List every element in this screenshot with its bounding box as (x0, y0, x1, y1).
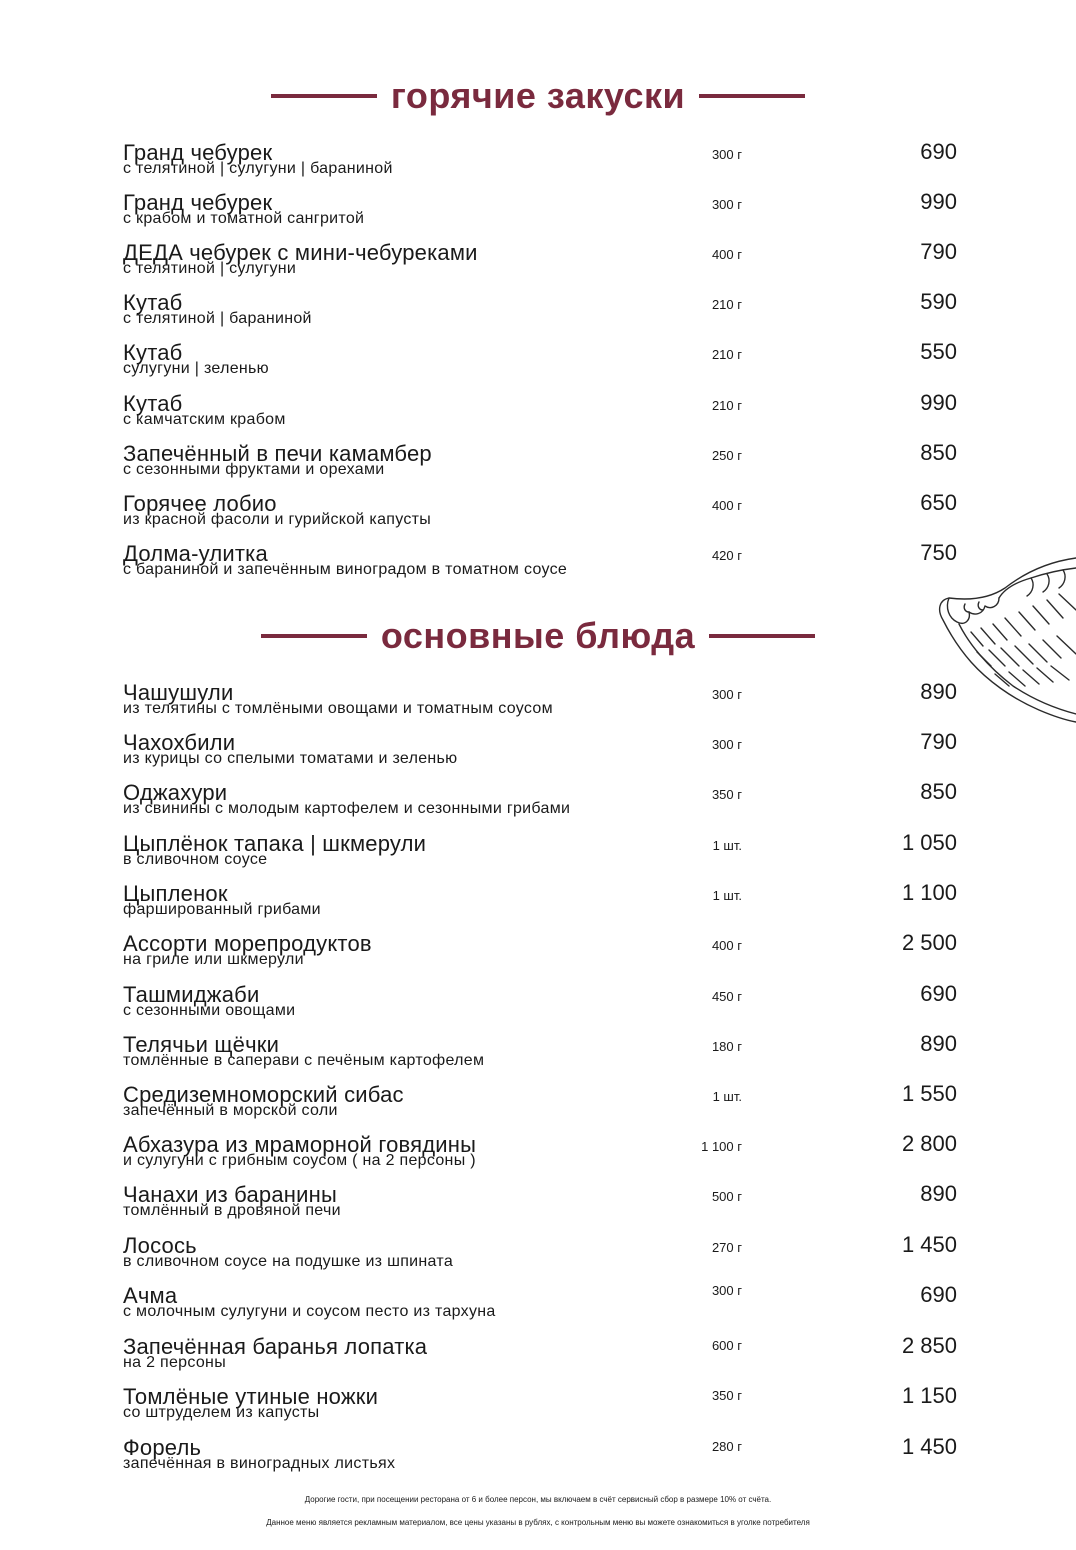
menu-item (0, 190, 1076, 238)
item-description: из красной фасоли и гурийской капусты (123, 511, 432, 528)
item-description: с телятиной | сулугуни (123, 260, 297, 277)
item-name: Цыплёнок тапака | шкмерули (123, 831, 427, 856)
item-price: 850 (920, 440, 957, 465)
menu-item (0, 491, 1076, 539)
item-description: из курицы со спелыми томатами и зеленью (123, 750, 458, 767)
section-heading: горячие закуски (390, 75, 686, 116)
item-weight: 180 г (711, 1039, 742, 1054)
item-weight: 250 г (711, 448, 742, 463)
menu-item (0, 931, 1076, 979)
item-weight: 300 г (711, 687, 742, 702)
item-price: 890 (920, 679, 957, 704)
item-name: Чанахи из баранины (123, 1182, 337, 1207)
item-price: 1 100 (901, 880, 957, 905)
item-price: 1 450 (901, 1434, 957, 1459)
item-weight: 210 г (711, 297, 742, 312)
item-name: Телячьи щёчки (123, 1032, 280, 1057)
item-description: с сезонными фруктами и орехами (123, 461, 385, 478)
item-price: 1 550 (901, 1081, 957, 1106)
menu-item (0, 290, 1076, 338)
title-rule-left (261, 634, 367, 638)
menu-item (0, 1233, 1076, 1281)
menu-item (0, 541, 1076, 589)
item-name: Ассорти морепродуктов (123, 931, 372, 956)
section-title-hot-appetizers (0, 76, 1076, 116)
item-name: Абхазура из мраморной говядины (123, 1132, 477, 1157)
item-description: запечённый в морской соли (123, 1102, 338, 1119)
title-rule-left (271, 94, 377, 98)
item-description: с крабом и томатной сангритой (123, 210, 365, 227)
item-name: Оджахури (123, 780, 228, 805)
menu-item (0, 881, 1076, 929)
item-weight: 600 г (711, 1338, 742, 1353)
menu-item (0, 730, 1076, 778)
item-price: 690 (920, 1282, 957, 1307)
item-name: Цыпленок (123, 881, 228, 906)
menu-item (0, 680, 1076, 728)
menu-item (0, 140, 1076, 188)
item-price: 790 (920, 239, 957, 264)
item-description: из телятины с томлёными овощами и томатным соусом (123, 700, 553, 717)
item-name: Гранд чебурек (123, 140, 273, 165)
section-title-main-courses (0, 616, 1076, 656)
item-price: 1 150 (901, 1383, 957, 1408)
item-description: с телятиной | сулугуни | бараниной (123, 160, 393, 177)
item-price: 2 850 (901, 1333, 957, 1358)
item-weight: 400 г (711, 247, 742, 262)
item-weight: 450 г (711, 989, 742, 1004)
item-name: Ачма (123, 1283, 178, 1308)
item-description: в сливочном соусе на подушке из шпината (123, 1253, 454, 1270)
item-price: 2 800 (901, 1131, 957, 1156)
item-name: Запечённая баранья лопатка (123, 1334, 428, 1359)
item-description: со штруделем из капусты (123, 1404, 320, 1421)
item-description: с камчатским крабом (123, 411, 286, 428)
item-description: из свинины с молодым картофелем и сезонными грибами (123, 800, 571, 817)
item-name: Форель (123, 1435, 202, 1460)
item-description: и сулугуни с грибным соусом ( на 2 персоны ) (123, 1152, 476, 1169)
item-description: на гриле или шкмерули (123, 951, 304, 968)
menu-item (0, 1132, 1076, 1180)
menu-item (0, 1334, 1076, 1382)
item-weight: 270 г (711, 1240, 742, 1255)
item-name: Лосось (123, 1233, 197, 1258)
menu-item (0, 240, 1076, 288)
item-price: 1 050 (901, 830, 957, 855)
item-weight: 300 г (711, 737, 742, 752)
item-name: Кутаб (123, 340, 183, 365)
item-price: 750 (920, 540, 957, 565)
item-description: с сезонными овощами (123, 1002, 296, 1019)
item-name: Долма-улитка (123, 541, 268, 566)
item-name: Ташмиджаби (123, 982, 260, 1007)
item-weight: 300 г (711, 1283, 742, 1298)
item-description: с телятиной | бараниной (123, 310, 312, 327)
item-name: Чашушули (123, 680, 234, 705)
item-weight: 420 г (711, 548, 742, 563)
item-description: с молочным сулугуни и соусом песто из тархуна (123, 1303, 496, 1320)
section-heading: основные блюда (380, 615, 696, 656)
item-weight: 400 г (711, 498, 742, 513)
item-weight: 1 шт. (712, 838, 742, 853)
item-description: на 2 персоны (123, 1354, 226, 1371)
item-description: томлённый в дровяной печи (123, 1202, 341, 1219)
item-weight: 350 г (711, 787, 742, 802)
item-weight: 500 г (711, 1189, 742, 1204)
item-name: ДЕДА чебурек с мини-чебуреками (123, 240, 478, 265)
item-name: Чахохбили (123, 730, 236, 755)
item-weight: 1 шт. (712, 888, 742, 903)
footer-service-charge-note: Дорогие гости, при посещении ресторана от 6 и более персон, мы включаем в счёт сервисный сбор в размере 10% от счёта. (304, 1495, 772, 1504)
menu-item (0, 1283, 1076, 1331)
item-price: 690 (920, 139, 957, 164)
item-name: Гранд чебурек (123, 190, 273, 215)
menu-item (0, 1182, 1076, 1230)
item-price: 850 (920, 779, 957, 804)
item-name: Средиземноморский сибас (123, 1082, 404, 1107)
item-price: 1 450 (901, 1232, 957, 1257)
item-price: 2 500 (901, 930, 957, 955)
menu-item (0, 831, 1076, 879)
footer-disclaimer: Данное меню является рекламным материалом, все цены указаны в рублях, с контрольным меню вы можете ознакомиться в уголке потребителя (266, 1518, 810, 1527)
item-price: 990 (920, 189, 957, 214)
item-weight: 210 г (711, 347, 742, 362)
item-price: 890 (920, 1181, 957, 1206)
item-price: 550 (920, 339, 957, 364)
item-weight: 280 г (711, 1439, 742, 1454)
item-description: томлённые в саперави с печёным картофелем (123, 1052, 485, 1069)
item-weight: 300 г (711, 197, 742, 212)
menu-item (0, 1082, 1076, 1130)
item-price: 790 (920, 729, 957, 754)
menu-item (0, 780, 1076, 828)
item-description: сулугуни | зеленью (123, 360, 269, 377)
item-price: 990 (920, 390, 957, 415)
item-description: фаршированный грибами (123, 901, 321, 918)
item-name: Запечённый в печи камамбер (123, 441, 432, 466)
item-description: в сливочном соусе (123, 851, 268, 868)
menu-item (0, 391, 1076, 439)
title-rule-right (709, 634, 815, 638)
item-price: 890 (920, 1031, 957, 1056)
item-name: Кутаб (123, 290, 183, 315)
item-weight: 300 г (711, 147, 742, 162)
menu-item (0, 441, 1076, 489)
item-price: 650 (920, 490, 957, 515)
item-weight: 350 г (711, 1388, 742, 1403)
menu-item (0, 340, 1076, 388)
item-weight: 400 г (711, 938, 742, 953)
title-rule-right (699, 94, 805, 98)
item-price: 590 (920, 289, 957, 314)
menu-item (0, 1384, 1076, 1432)
item-weight: 210 г (711, 398, 742, 413)
item-description: запечённая в виноградных листьях (123, 1455, 396, 1472)
item-name: Томлёные утиные ножки (123, 1384, 379, 1409)
item-name: Горячее лобио (123, 491, 277, 516)
item-description: с бараниной и запечённым виноградом в томатном соусе (123, 561, 568, 578)
item-weight: 1 100 г (701, 1139, 742, 1154)
menu-item (0, 1435, 1076, 1483)
menu-item (0, 1032, 1076, 1080)
item-price: 690 (920, 981, 957, 1006)
menu-item (0, 982, 1076, 1030)
item-name: Кутаб (123, 391, 183, 416)
item-weight: 1 шт. (712, 1089, 742, 1104)
